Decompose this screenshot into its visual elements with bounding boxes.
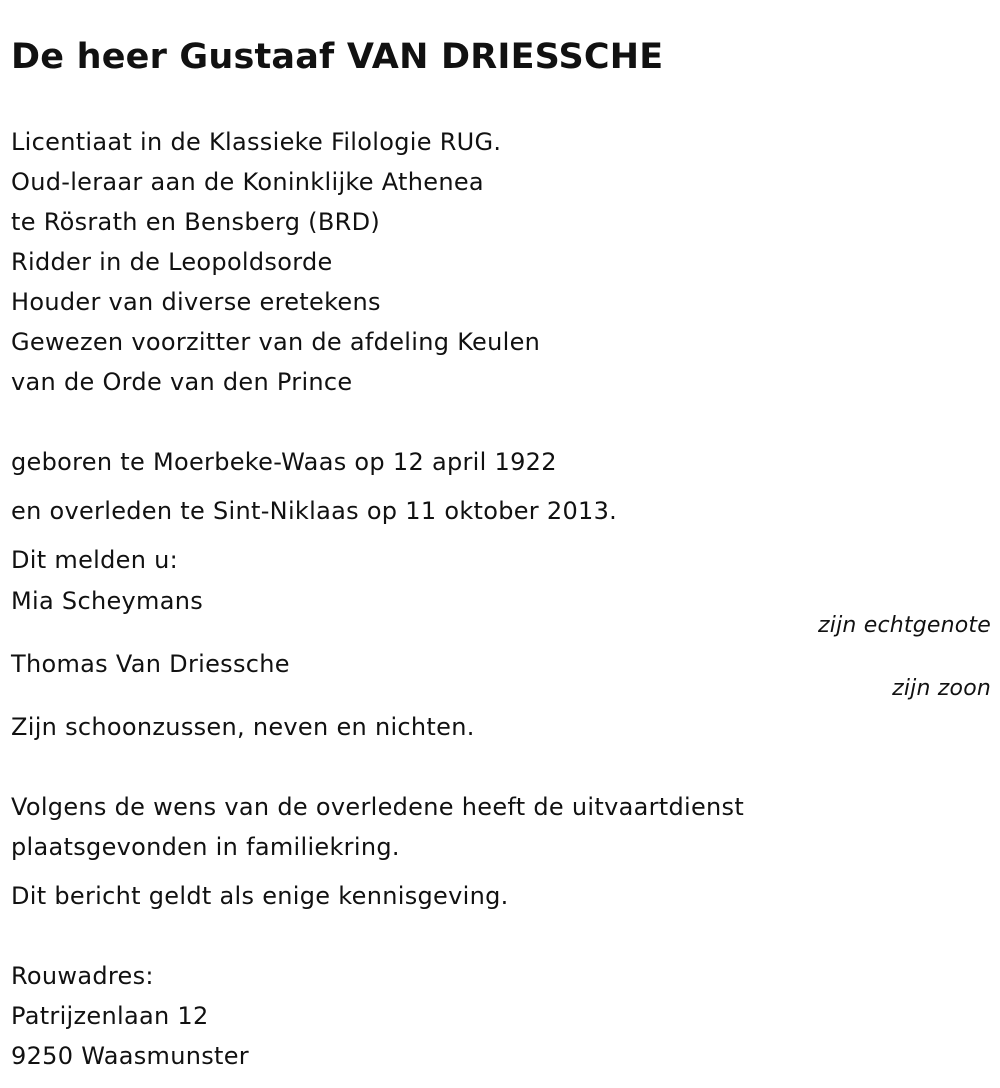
address-label: Rouwadres: <box>11 962 154 990</box>
title-line: Ridder in de Leopoldsorde <box>11 248 333 276</box>
death-line: en overleden te Sint-Niklaas op 11 oktober 2013. <box>11 497 618 525</box>
address-street: Patrijzenlaan 12 <box>11 1002 209 1030</box>
funeral-line: Volgens de wens van de overledene heeft de uitvaartdienst <box>11 793 745 821</box>
title-line: te Rösrath en Bensberg (BRD) <box>11 208 381 236</box>
announcer-relation: zijn zoon <box>892 676 991 701</box>
title-line: van de Orde van den Prince <box>11 368 353 396</box>
address-city: 9250 Waasmunster <box>11 1042 249 1070</box>
announcers-intro: Dit melden u: <box>11 546 179 574</box>
title-line: Gewezen voorzitter van de afdeling Keulen <box>11 328 541 356</box>
birth-line: geboren te Moerbeke-Waas op 12 april 1922 <box>11 448 557 476</box>
relatives-line: Zijn schoonzussen, neven en nichten. <box>11 713 475 741</box>
notice-line: Dit bericht geldt als enige kennisgeving. <box>11 882 509 910</box>
title-line: Oud-leraar aan de Koninklijke Athenea <box>11 168 484 196</box>
funeral-line: plaatsgevonden in familiekring. <box>11 833 400 861</box>
announcer-relation: zijn echtgenote <box>818 613 991 638</box>
title-line: Houder van diverse eretekens <box>11 288 381 316</box>
deceased-name-title: De heer Gustaaf VAN DRIESSCHE <box>11 37 664 77</box>
announcer-name: Thomas Van Driessche <box>11 650 290 678</box>
announcer-name: Mia Scheymans <box>11 587 204 615</box>
title-line: Licentiaat in de Klassieke Filologie RUG. <box>11 128 502 156</box>
